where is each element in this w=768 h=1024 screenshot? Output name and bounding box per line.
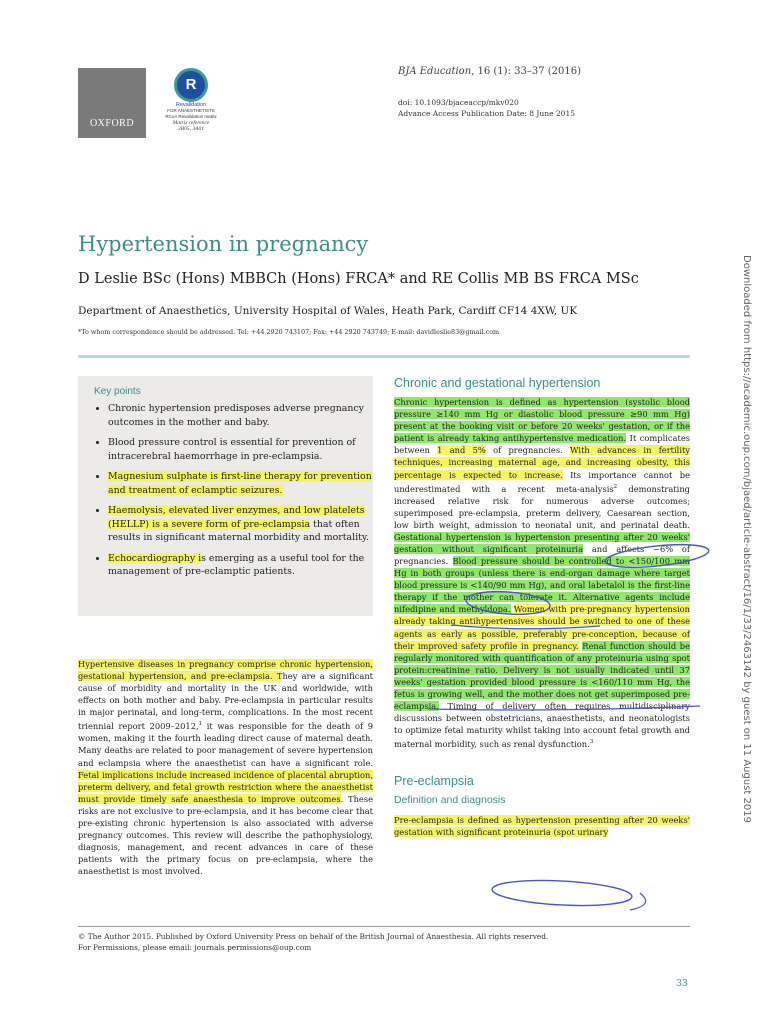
article-title: Hypertension in pregnancy	[78, 232, 369, 256]
key-point: • Chronic hypertension predisposes adverse pregnancy outcomes in the mother and baby.	[108, 402, 380, 429]
correspondence: *To whom correspondence should be addressed. Tel: +44 2920 743107; Fax: +44 2920 743749; E-mail: davidleslie83@gmail.com	[78, 328, 500, 336]
key-points-heading: Key points	[94, 386, 141, 397]
handwritten-note: 2B05, 3A01	[178, 126, 204, 132]
key-points-list	[90, 402, 380, 586]
header-divider	[78, 355, 690, 358]
publication-date: Advance Access Publication Date: 8 June 2015	[398, 109, 575, 118]
handwritten-note: Matrix reference	[172, 120, 210, 126]
affiliation: Department of Anaesthetics, University Hospital of Wales, Heath Park, Cardiff CF14 4XW, UK	[78, 305, 578, 317]
section-heading-preeclampsia: Pre-eclampsia	[394, 774, 474, 789]
copyright-footer	[78, 926, 690, 953]
journal-citation: BJA Education, 16 (1): 33–37 (2016)	[398, 66, 581, 77]
copyright: © The Author 2015. Published by Oxford University Press on behalf of the British Journal of Anaesthesia. All rights reserved.	[78, 932, 549, 941]
key-point: • Echocardiography is emerging as a useful tool for the management of pre-eclamptic patients.	[108, 552, 380, 579]
doi-block	[398, 97, 575, 119]
key-points-box	[78, 376, 373, 616]
citation-ref[interactable]: 3	[589, 739, 594, 746]
oxford-logo: OXFORD	[78, 68, 146, 138]
download-watermark: Downloaded from https://academic.oup.com/bjaed/article-abstract/16/1/33/2463142 by guest on 11 August 2019	[741, 255, 752, 823]
doi[interactable]: doi: 10.1093/bjaceaccp/mkv020	[398, 98, 519, 107]
pen-circle	[491, 877, 632, 908]
citation-ref[interactable]: 1	[198, 721, 203, 728]
revalidation-badge: R Revalidation FOR ANAESTHETISTS RCoA Revalidation matrix Matrix reference 2B05, 3A01	[160, 68, 222, 132]
introduction	[78, 658, 373, 877]
permissions: For Permissions, please email: journals.permissions@oup.com	[78, 943, 312, 952]
subsection-heading-definition: Definition and diagnosis	[394, 794, 506, 807]
citation-ref[interactable]: 2	[613, 483, 618, 490]
chronic-paragraph: Chronic hypertension is defined as hypertension (systolic blood pressure ≥140 mm Hg or diastolic blood pressure ≥90 mm Hg) present at the booking visit or before 20 weeks' gestation, or if the patient is already taking antihypertensive medication. It complicates between 1 and 5% of pregnancies. With advances in fertility techniques, increasing maternal age, and increasing obesity, this percentage is expected to increase. Its importance cannot be underestimated with a recent meta-analysis$^2$ demonstrating increased relative risk for numerous adverse outcomes; superimposed pre-eclampsia, preterm delivery, Caesarean section, low birth weight, admission to neonatal unit, and perinatal death. Gestational hypertension is hypertension presenting after 20 weeks' gestation without significant proteinuria and affects ~6% of pregnancies. Blood pressure should be controlled to <150/100 mm Hg in both groups (unless there is end-organ damage where target blood pressure is <140/90 mm Hg), and oral labetalol is the first-line therapy if the mother can tolerate it. Alternative agents include nifedipine and methyldopa. Women with pre-pregnancy hypertension already taking antihypertensives should be switched to one of these agents as early as possible, preferably pre-conception, because of their improved safety profile in pregnancy. Renal function should be regularly monitored with quantification of any proteinuria using spot protein:creatinine ratio. Delivery is not usually indicated until 37 weeks' gestation provided blood pressure is <160/110 mm Hg, the fetus is growing well, and the mother does not get superimposed pre-eclampsia. Timing of delivery often requires multidisciplinary discussions between obstetricians, anaesthetists, and neonatologists to optimize fetal maturity whilst taking into account fetal growth and maternal morbidity, such as renal dysfunction.$^3$	[394, 397, 691, 750]
main-column	[394, 376, 690, 838]
section-heading-chronic: Chronic and gestational hypertension	[394, 376, 601, 390]
revalidation-logo-icon: R	[174, 68, 208, 102]
page-number: 33	[676, 978, 689, 989]
key-point: • Haemolysis, elevated liver enzymes, and low platelets (HELLP) is a severe form of pre-eclampsia that often results in significant maternal morbidity and mortality.	[108, 504, 380, 545]
intro-paragraph: Hypertensive diseases in pregnancy comprise chronic hypertension, gestational hypertension, and pre-eclampsia. They are a significant cause of morbidity and mortality in the UK and worldwide, with effects on both mother and baby. Pre-eclampsia in particular results in major perinatal, and long-term, complications. In the most recent triennial report 2009–2012,$^1$ it was responsible for the death of 9 women, making it the fourth leading direct cause of maternal death. Many deaths are related to poor management of severe hypertension and eclampsia where the anaesthetist can have a significant role. Fetal implications include increased incidence of placental abruption, preterm delivery, and fetal growth restriction where the anaesthetist must provide timely safe anaesthesia to improve outcomes. These risks are not exclusive to pre-eclampsia, and it has become clear that pre-existing chronic hypertension is also associated with adverse pregnancy outcomes. This review will describe the pathophysiology, diagnosis, management, and recent advances in care of these patients with the primary focus on pre-eclampsia, where the anaesthetist is most involved.	[78, 659, 374, 877]
authors: D Leslie BSc (Hons) MBBCh (Hons) FRCA* and RE Collis MB BS FRCA MSc	[78, 271, 639, 287]
key-point: • Blood pressure control is essential for prevention of intracerebral haemorrhage in pre-eclampsia.	[108, 436, 380, 463]
key-point: • Magnesium sulphate is first-line therapy for prevention and treatment of eclamptic seizures.	[108, 470, 380, 497]
pen-mark	[630, 893, 646, 910]
preeclampsia-paragraph: Pre-eclampsia is defined as hypertension presenting after 20 weeks' gestation with significant proteinuria (spot urinary	[394, 815, 690, 838]
